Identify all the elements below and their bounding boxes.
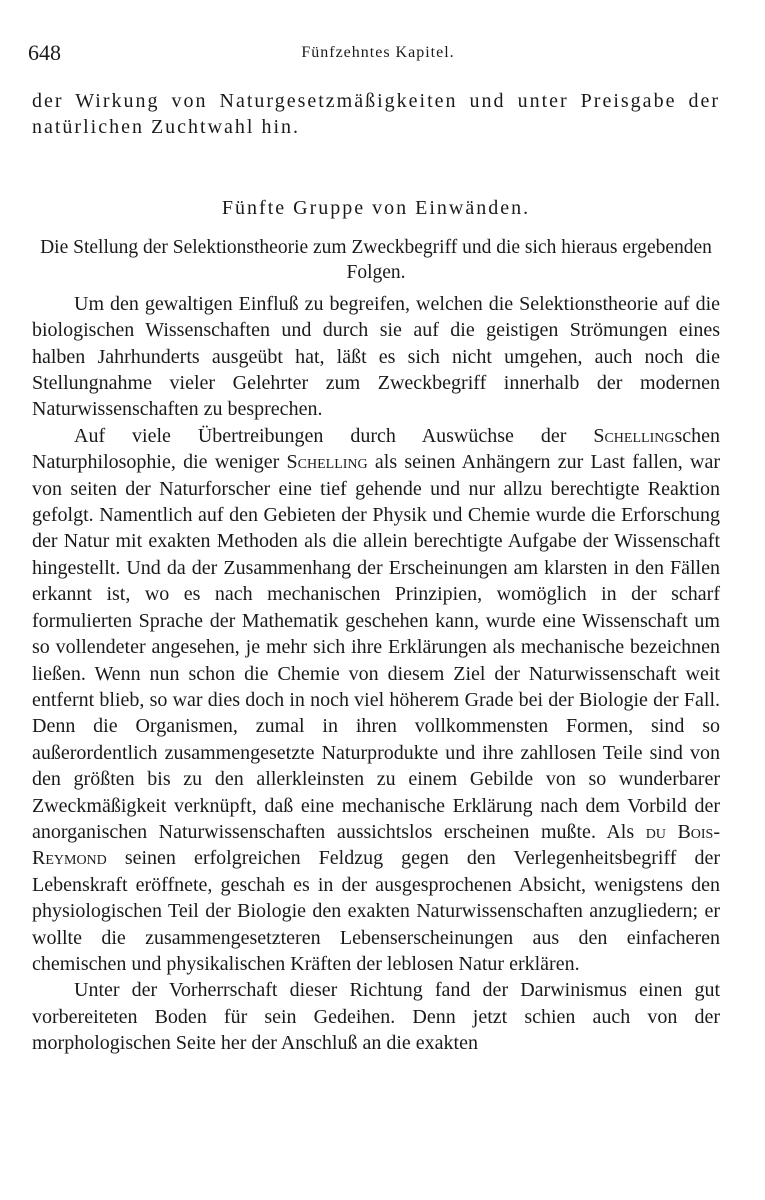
paragraph-2-text-d: seinen erfolgreichen Feldzug gegen den Verlegenheitsbegriff der Lebenskraft eröffnete, geschah es in der ausgesprochenen Absicht, wenigstens den physiologischen Teil der Biologie den exakten Naturwissenschaften anzugliedern; er wollte die zusammengesetzteren Lebenserscheinungen aus den einfacheren chemischen und physikalischen Kräften der leblosen Natur erklären. bbox=[32, 847, 720, 975]
section-subtitle: Die Stellung der Selektionstheorie zum Zweckbegriff und die sich hieraus ergebenden Folgen. bbox=[40, 236, 712, 283]
paragraph-2 bbox=[32, 423, 720, 978]
name-schelling: Schelling bbox=[593, 424, 675, 447]
paragraph-2-text-c: als seinen Anhängern zur Last fallen, war von seiten der Naturforscher eine tief gehende und nur allzu berechtigte Reaktion gefolgt. Namentlich auf den Gebieten der Physik und Chemie wurde die Erforschung der Natur mit exakten Methoden als die allein berechtigte Aufgabe der Wissenschaft hingestellt. Und da der Zusammenhang der Erscheinungen am klarsten in den Fällen erkannt ist, wo es nach mechanischen Prinzipien, womöglich in der scharf formulierten Sprache der Mathematik geschehen kann, wurde eine Wissenschaft um so vollendeter angesehen, je mehr sich ihre Erklärungen als mechanische bezeichnen ließen. Wenn nun schon die Chemie von diesem Ziel der Naturwissenschaft weit entfernt blieb, so war dies doch in noch viel höherem Grade bei der Biologie der Fall. Denn die Organismen, zumal in ihren vollkommensten Formen, sind so außerordentlich zusammengesetzte Naturprodukte und ihre zahllosen Teile sind von den größten bis zu den allerkleinsten zu einem Gebilde von so wunderbarer Zweckmäßigkeit verknüpft, daß eine mechanische Erklärung nach dem Vorbild der anorganischen Naturwissenschaften aussichtslos erscheinen mußte. Als bbox=[32, 451, 721, 843]
paragraph-2-text-b: schen Naturphilosophie, die weniger bbox=[32, 424, 720, 474]
section-title: Fünfte Gruppe von Einwänden. bbox=[221, 196, 531, 219]
page-header bbox=[28, 40, 728, 68]
paragraph-2-text-a: Auf viele Übertreibungen durch Auswüchse der bbox=[74, 424, 594, 447]
continued-paragraph: der Wirkung von Naturgesetzmäßigkeiten und unter Preisgabe der natürlichen Zuchtwahl hin. bbox=[32, 90, 720, 139]
name-du-bois-reymond: du Bois-Reymond bbox=[32, 820, 720, 870]
page-body bbox=[32, 88, 720, 1057]
name-schelling: Schelling bbox=[286, 451, 368, 474]
paragraph-1: Um den gewaltigen Einfluß zu begreifen, welchen die Selektionstheorie auf die biologischen Wissenschaften und durch sie auf die geistigen Strömungen eines halben Jahrhunderts ausgeübt hat, läßt es sich nicht umgehen, auch noch die Stellungnahme vieler Gelehrter zum Zweckbegriff innerhalb der modernen Naturwissenschaften zu besprechen. bbox=[32, 292, 720, 421]
page-number: 648 bbox=[28, 40, 61, 65]
paragraph-3: Unter der Vorherrschaft dieser Richtung fand der Darwinismus einen gut vorbereiteten Boden für sein Gedeihen. Denn jetzt schien auch von der morphologischen Seite her der Anschluß an die exakten bbox=[32, 979, 720, 1055]
running-head: Fünfzehntes Kapitel. bbox=[301, 44, 455, 61]
